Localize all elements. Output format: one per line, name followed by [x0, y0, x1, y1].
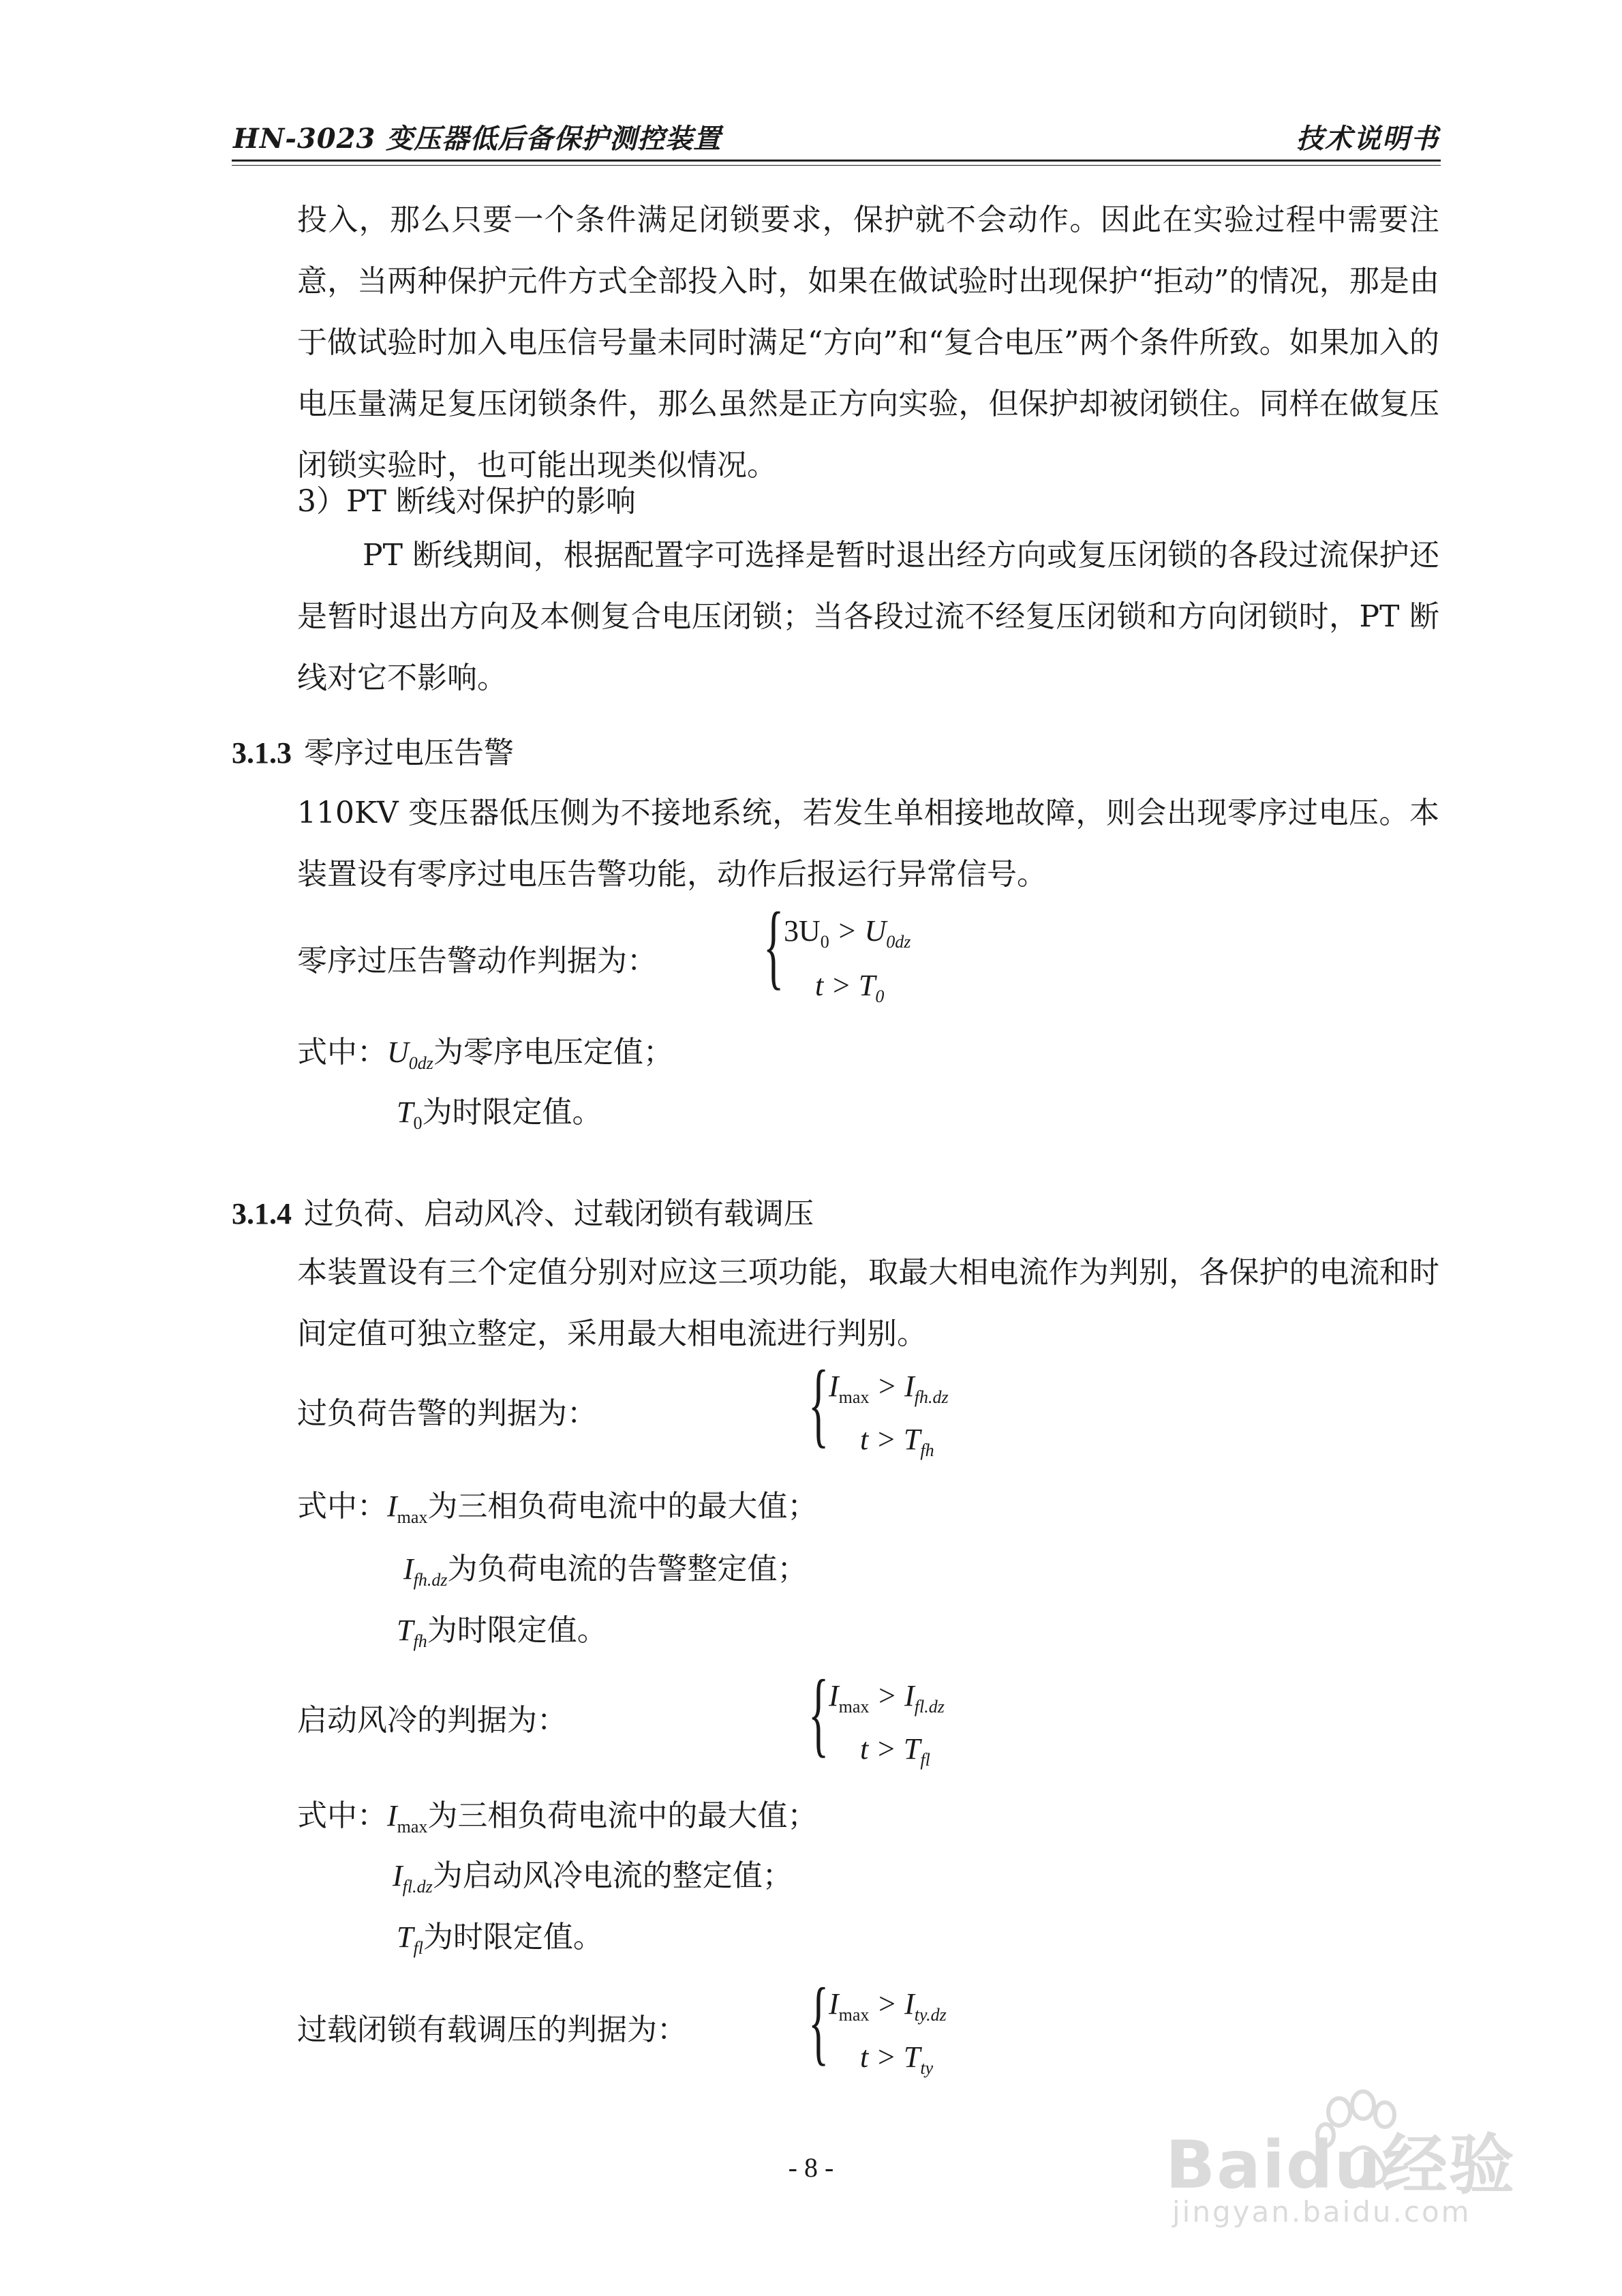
header-rule	[232, 160, 1441, 162]
formula-brace: {	[808, 1969, 829, 2074]
paragraph-continuation: 投入，那么只要一个条件满足闭锁要求，保护就不会动作。因此在实验过程中需要注意，当两种保护元件方式全部投入时，如果在做试验时出现保护“拒动”的情况，那是由于做试验时加入电压信号量未同时满足“方向”和“复合电压”两个条件所致。如果加入的电压量满足复压闭锁条件，那么虽然是正方向实验，但保护却被闭锁住。同样在做复压闭锁实验时，也可能出现类似情况。	[297, 202, 1439, 483]
definition-overload-set: $I_{fh.dz}$为负荷电流的告警整定值；	[403, 1552, 808, 1590]
formula-overload-line-1: $I_{max} > I_{fh.dz}$	[829, 1370, 949, 1407]
formula-line-2: $t > T_0$	[815, 969, 885, 1006]
formula-overload-line-2: $t > T_{fh}$	[860, 1423, 934, 1460]
definition-fan-time: $T_{fl}$为时限定值。	[397, 1920, 603, 1958]
paragraph-zero-seq: 110KV 变压器低压侧为不接地系统，若发生单相接地故障，则会出现零序过电压。本装置设有零序过电压告警功能，动作后报运行异常信号。	[297, 796, 1439, 892]
section-title: 过负荷、启动风冷、过载闭锁有载调压	[304, 1196, 814, 1231]
criterion-label-zero-seq: 零序过压告警动作判据为：	[297, 943, 657, 978]
formula-line-1: $3U_0 > U_{0dz}$	[784, 914, 911, 952]
section-number: 3.1.4	[232, 1197, 292, 1230]
definition-time-limit: $T_0$为时限定值。	[397, 1095, 602, 1133]
criterion-label-fan: 启动风冷的判据为：	[297, 1703, 567, 1738]
section-heading-3-1-3	[232, 728, 514, 772]
formula-brace: {	[808, 1661, 829, 1766]
watermark-url: jingyan.baidu.com	[1172, 2195, 1471, 2229]
paragraph-overload-intro: 本装置设有三个定值分别对应这三项功能，取最大相电流作为判别，各保护的电流和时间定值可独立整定，采用最大相电流进行判别。	[297, 1255, 1439, 1351]
page-number: - 8 -	[788, 2152, 834, 2183]
section-number: 3.1.3	[232, 736, 292, 770]
definition-overload-time: $T_{fh}$为时限定值。	[397, 1613, 607, 1651]
formula-tap-line-2: $t > T_{ty}$	[860, 2040, 934, 2078]
section-title: 零序过电压告警	[304, 736, 514, 770]
baidu-watermark-logo	[1165, 2072, 1520, 2236]
header-rule-thin	[232, 165, 1441, 166]
section-heading-3-1-4	[232, 1189, 814, 1233]
header-doc-type: 技术说明书	[1296, 123, 1439, 155]
definition-fan-set: $I_{fl.dz}$为启动风冷电流的整定值；	[393, 1858, 793, 1897]
header-title: HN-3023 变压器低后备保护测控装置	[233, 123, 722, 155]
definition-fan-max: 式中：$I_{max}$为三相负荷电流中的最大值；	[297, 1798, 818, 1837]
paragraph-pt-break: PT 断线期间，根据配置字可选择是暂时退出经方向或复压闭锁的各段过流保护还是暂时退出方向及本侧复合电压闭锁；当各段过流不经复压闭锁和方向闭锁时，PT 断线对它不影响。	[297, 538, 1439, 695]
formula-fan-line-1: $I_{max} > I_{fl.dz}$	[829, 1679, 945, 1717]
watermark-brand: Baidu经验	[1165, 2127, 1516, 2203]
formula-brace: {	[763, 893, 784, 999]
formula-tap-line-1: $I_{max} > I_{ty.dz}$	[829, 1987, 947, 2025]
criterion-label-tap: 过载闭锁有载调压的判据为：	[297, 2012, 687, 2047]
formula-fan-line-2: $t > T_{fl}$	[860, 1732, 930, 1770]
list-item-pt-break: 3）PT 断线对保护的影响	[297, 484, 636, 519]
definition-where: 式中：$U_{0dz}$为零序电压定值；	[297, 1035, 673, 1073]
criterion-label-overload: 过负荷告警的判据为：	[297, 1396, 597, 1431]
formula-brace: {	[808, 1351, 829, 1457]
definition-overload-max: 式中：$I_{max}$为三相负荷电流中的最大值；	[297, 1489, 818, 1527]
